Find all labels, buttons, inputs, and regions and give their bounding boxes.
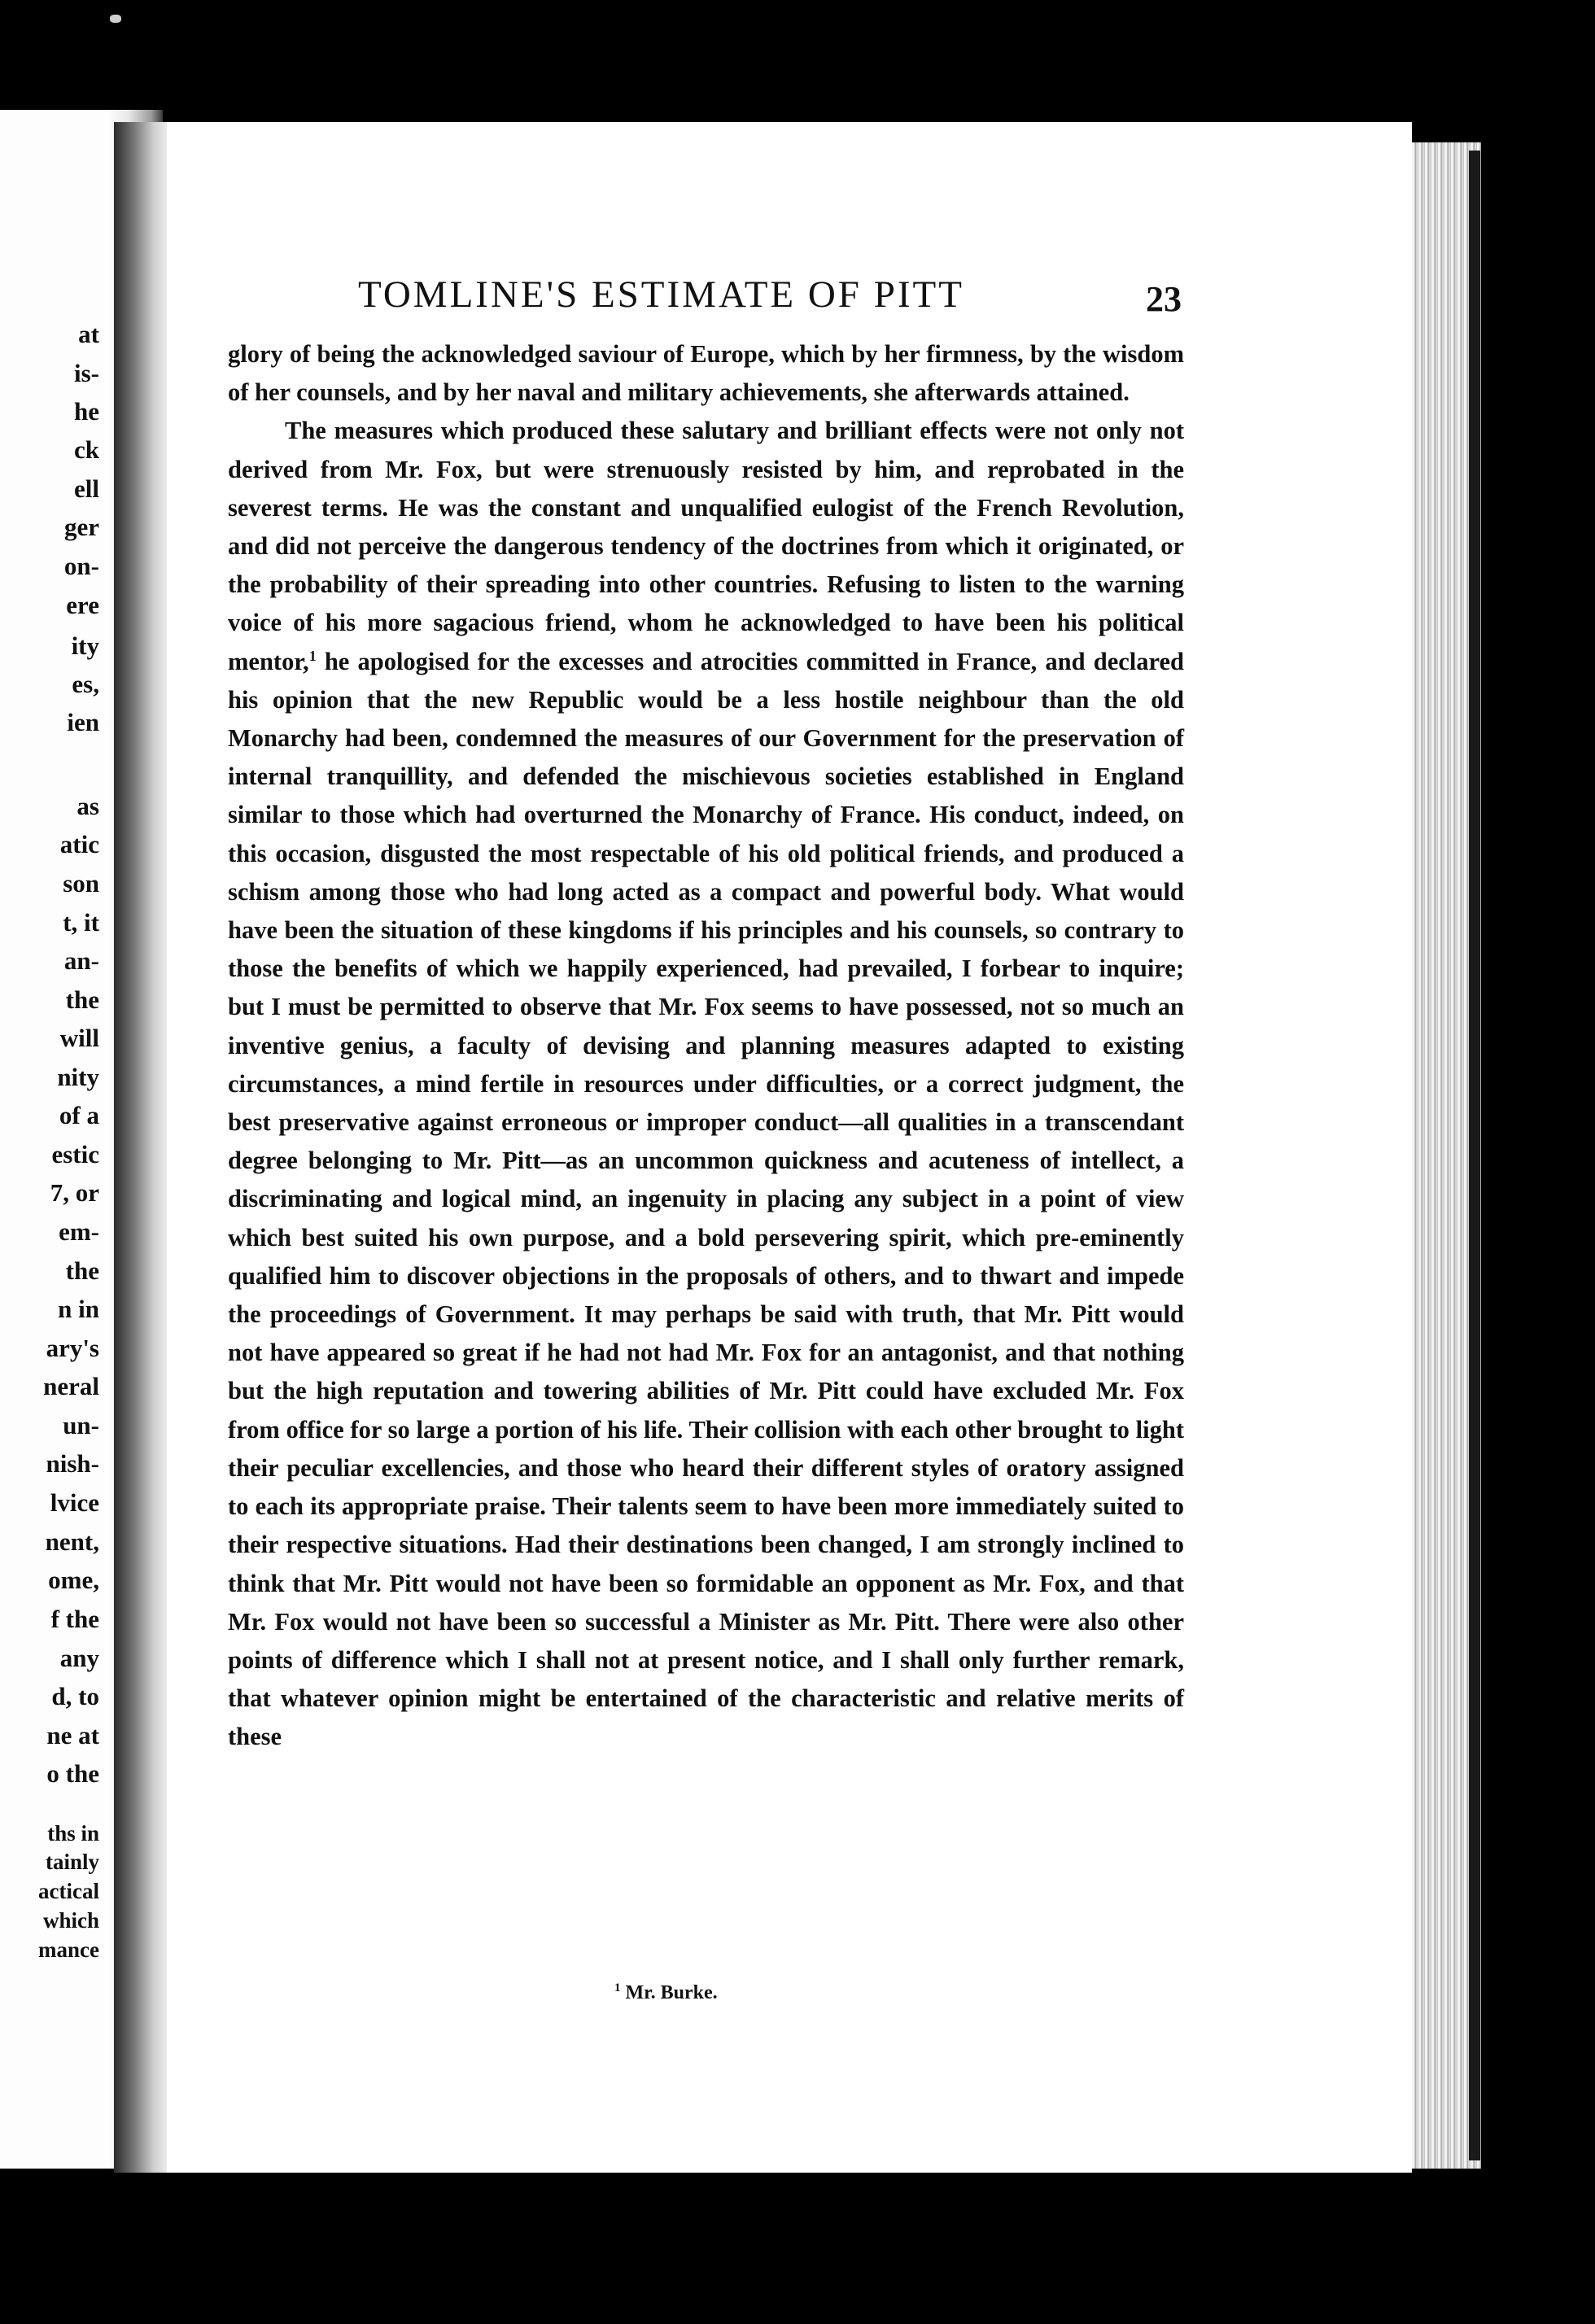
previous-page-line-fragment: at — [78, 320, 99, 348]
previous-page-line-fragment: un- — [63, 1411, 99, 1439]
previous-page-line-fragment: the — [65, 985, 99, 1014]
previous-page-line-fragment: as — [76, 792, 99, 820]
previous-page-line-fragment: is- — [74, 359, 99, 387]
previous-page-line-fragment: nity — [57, 1063, 99, 1091]
page-block-shadow — [1469, 151, 1480, 2160]
body-text — [228, 335, 1184, 1757]
previous-page-line-fragment: ne at — [46, 1721, 99, 1750]
previous-page-line-fragment: ger — [63, 513, 99, 541]
previous-page-line-fragment: of a — [59, 1101, 99, 1129]
paragraph-text: he apologised for the excesses and atrocities committed in France, and declared his opinion that the new Republic would be a less hostile neighbour than the old Monarchy had been, condemned the measures of our Government for the preservation of internal tranquillity, and defended the mischievous societies established in England similar to those which had overturned the Monarchy of France. His conduct, indeed, on this occasion, disgusted the most respectable of his old political friends, and produced a schism among those who had long acted as a compact and powerful body. What would have been the situation of these kingdoms if his principles and his counsels, so contrary to those the benefits of which we happily experienced, had prevailed, I forbear to inquire; but I must be permitted to observe that Mr. Fox seems to have possessed, not so much an inventive genius, a faculty of devising and planning measures adapted to existing circumstances, a mind fertile in resources under difficulties, or a correct judgment, the best preservative against erroneous or improper conduct—all qualities in a transcendant degree belonging to Mr. Pitt—as an uncommon quickness and acuteness of intellect, a discriminating and logical mind, an ingenuity in placing any subject in a point of view which best suited his own purpose, and a bold persevering spirit, which pre-eminently qualified him to discover objections in the proposals of others, and to thwart and impede the proceedings of Government. It may perhaps be said with truth, that Mr. Pitt would not have appeared so great if he had not had Mr. Fox for an antagonist, and that nothing but the high reputation and towering abilities of Mr. Pitt could have excluded Mr. Fox from office for so large a portion of his life. Their collision with each other brought to light their peculiar excellencies, and those who heard their different styles of oratory assigned to each its appropriate praise. Their talents seem to have been more immediately suited to their respective situations. Had their destinations been changed, I am strongly inclined to think that Mr. Pitt would not have been so formidable an opponent as Mr. Fox, and that Mr. Fox would not have been so successful a Minister as Mr. Pitt. There were also other points of difference which I shall not at present notice, and I shall only further remark, that whatever opinion might be entertained of the characteristic and relative merits of these — [228, 647, 1184, 1751]
previous-page-line-fragment: neral — [43, 1372, 99, 1400]
previous-page-line-fragment: nish- — [46, 1449, 99, 1478]
footnote-text: Mr. Burke. — [625, 1982, 718, 2003]
previous-page-line-fragment: any — [59, 1644, 99, 1672]
previous-page-line-fragment: atic — [59, 830, 99, 858]
previous-page-line-fragment: nent, — [45, 1527, 99, 1556]
previous-page-line-fragment: es, — [72, 670, 99, 698]
previous-page-line-fragment: em- — [59, 1217, 99, 1246]
previous-page-line-fragment: 7, or — [50, 1178, 99, 1207]
previous-page-line-fragment: ome, — [48, 1566, 99, 1594]
previous-page-line-fragment: n in — [58, 1295, 99, 1323]
previous-page-line-fragment: ity — [71, 631, 99, 660]
book-gutter — [114, 122, 171, 2173]
previous-page-line-fragment: estic — [51, 1140, 99, 1169]
previous-page-line-fragment: tainly — [45, 1850, 99, 1874]
previous-page-line-fragment: f the — [50, 1605, 99, 1633]
previous-page-line-fragment: ths in — [47, 1821, 99, 1846]
paragraph: glory of being the acknowledged saviour of Europe, which by her firmness, by the wisdom of her counsels, and by her naval and military achievements, she afterwards attained. — [228, 340, 1184, 407]
previous-page-line-fragment: he — [74, 397, 99, 426]
previous-page-line-fragment: actical — [38, 1879, 99, 1903]
scan-speck — [110, 15, 121, 23]
previous-page-line-fragment: o the — [46, 1759, 99, 1788]
previous-page-line-fragment: son — [63, 869, 99, 898]
paragraph-text: The measures which produced these salutary and brilliant effects were not only not derived from Mr. Fox, but were strenuously resisted by him, and reprobated in the severest terms. He was the constant and unqualified eulogist of the French Revolution, and did not perceive the dangerous tendency of the doctrines from which it originated, or the probability of their spreading into other countries. Refusing to listen to the warning voice of his more sagacious friend, whom he acknowledged to have been his political mentor, — [228, 417, 1184, 675]
previous-page-line-fragment: ary's — [46, 1334, 99, 1362]
page-number: 23 — [1146, 279, 1182, 319]
paragraph — [228, 412, 1184, 1756]
previous-page-line-fragment: will — [59, 1024, 99, 1052]
previous-page-line-fragment: mance — [38, 1937, 99, 1962]
previous-page-line-fragment: ere — [66, 591, 99, 619]
footnote-reference: 1 — [308, 647, 317, 664]
previous-page-line-fragment: the — [65, 1256, 99, 1285]
running-head: TOMLINE'S ESTIMATE OF PITT — [358, 273, 964, 316]
previous-page-line-fragment: ell — [74, 474, 99, 503]
previous-page-line-fragment: on- — [63, 552, 99, 580]
previous-page-line-fragment: ck — [74, 435, 99, 464]
previous-page-line-fragment: d, to — [51, 1682, 99, 1710]
previous-page-line-fragment: ien — [67, 708, 99, 736]
footnote-marker: 1 — [614, 1981, 621, 1994]
previous-page-line-fragment: an- — [63, 946, 99, 975]
previous-page-line-fragment: t, it — [63, 908, 99, 937]
previous-page-line-fragment: lvice — [50, 1488, 99, 1517]
previous-page-line-fragment: which — [42, 1908, 99, 1933]
footnote — [614, 1981, 718, 2004]
